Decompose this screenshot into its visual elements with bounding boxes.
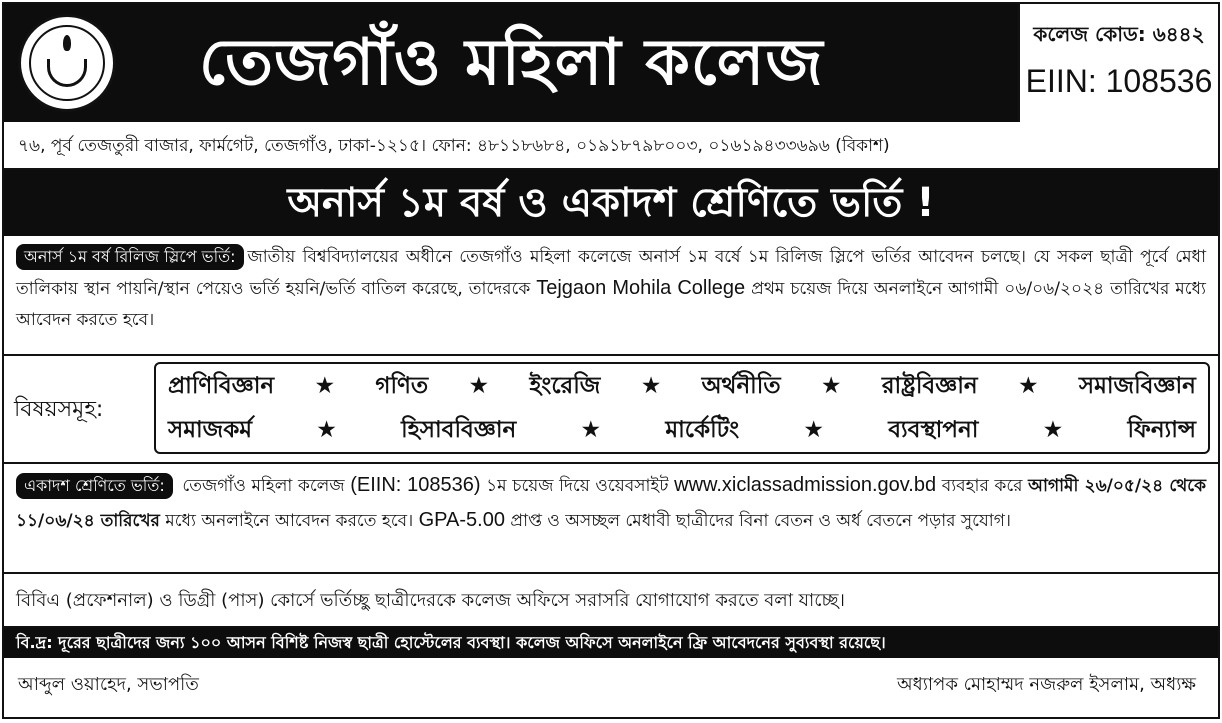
subject-item: ফিন্যান্স [1127,417,1196,443]
subjects-row-2 [168,408,1196,452]
subject-item: মার্কেটিং [665,417,740,443]
star-separator-icon: ★ [316,417,337,443]
college-english-name: Tejgaon Mohila College [536,277,746,299]
subject-item: সমাজবিজ্ঞান [1078,373,1196,399]
class11-text-3: ব্যবহার করে [941,476,1023,496]
star-separator-icon: ★ [468,373,490,399]
principal-signature: অধ্যাপক মোহাম্মদ নজরুল ইসলাম, অধ্যক্ষ [897,674,1196,695]
subject-item: প্রাণিবিজ্ঞান [168,373,275,399]
class11-text-4: মধ্যে অনলাইনে আবেদন করতে হবে। [165,511,414,531]
honours-text-1: জাতীয় বিশ্ববিদ্যালয়ের অধীনে তেজগাঁও মহিলা কলেজে অনার্স ১ম বর্ষে ১ম রিলিজ স্লিপে ভর্তির আবেদন চলছে। যে সকল ছাত্রী পূর্বে মেধা তালিকায় স্থান পায়নি/স্থান পেয়েও ভর্তি হয়নি/ভর্তি বাতিল করেছে, তাদেরকে [16,247,1206,299]
star-separator-icon: ★ [820,373,842,399]
class11-dates: আগামী ২৬/০৫/২৪ থেকে ১১/০৬/২৪ তারিখের [16,476,1206,531]
class11-text-1: তেজগাঁও মহিলা কলেজ [182,476,345,496]
gpa-value: GPA-5.00 [418,509,505,531]
signatures [4,658,1218,717]
subject-item: ইংরেজি [529,373,601,399]
subjects-section [4,356,1218,464]
college-name: তেজগাঁও মহিলা কলেজ [199,26,824,100]
class11-text-2: ১ম চয়েজ দিয়ে ওয়েবসাইট [486,476,669,496]
honours-section [4,236,1218,356]
admission-website: www.xiclassadmission.gov.bd [674,474,937,496]
honours-tag: অনার্স ১ম বর্ষ রিলিজ স্লিপে ভর্তি: [16,244,244,270]
subject-item: ব্যবস্থাপনা [888,417,979,443]
subject-item: গণিত [375,373,429,399]
president-signature: আব্দুল ওয়াহেদ, সভাপতি [18,674,199,695]
code-box [1018,4,1218,122]
admission-notice [2,2,1220,719]
star-separator-icon: ★ [314,373,336,399]
header [4,4,1218,122]
bba-notice: বিবিএ (প্রফেশনাল) ও ডিগ্রী (পাস) কোর্সে ভর্তিচ্ছু ছাত্রীদেরকে কলেজ অফিসে সরাসরি যোগাযোগ করতে বলা যাচ্ছে। [16,590,845,611]
subjects-row-1 [168,364,1196,408]
star-separator-icon: ★ [1017,373,1039,399]
subjects-box [154,362,1210,454]
hostel-footnote: বি.দ্র: দূরের ছাত্রীদের জন্য ১০০ আসন বিশিষ্ট নিজস্ব ছাত্রী হোস্টেলের ব্যবস্থা। কলেজ অফিসে অনলাইনে ফ্রি আবেদনের সুব্যবস্থা রয়েছে। [4,628,1218,658]
college-code: কলেজ কোড: ৬৪৪২ [1033,22,1205,46]
subjects-label: বিষয়সমূহ: [14,397,104,422]
honours-text-2: প্রথম চয়েজ দিয়ে অনলাইনে আগামী ০৬/০৬/২০২৪ তারিখের মধ্যে আবেদন করতে হবে। [16,279,1206,330]
star-separator-icon: ★ [580,417,602,443]
class11-section [4,464,1218,574]
subject-item: রাষ্ট্রবিজ্ঞান [881,373,978,399]
address-line: ৭৬, পূর্ব তেজতুরী বাজার, ফার্মগেট, তেজগাঁও, ঢাকা-১২১৫। ফোন: ৪৮১১৮৬৮৪, ০১৯১৮৭৯৮০০৩, ০১৬১৯৪৩৩৬৯৬ (বিকাশ) [4,122,1218,170]
subject-item: হিসাববিজ্ঞান [401,417,517,443]
star-separator-icon: ★ [640,373,662,399]
star-separator-icon: ★ [1042,417,1064,443]
subject-item: সমাজকর্ম [168,417,253,443]
admission-banner: অনার্স ১ম বর্ষ ও একাদশ শ্রেণিতে ভর্তি ! [4,170,1218,236]
college-logo-icon [18,14,116,112]
class11-tag: একাদশ শ্রেণিতে ভর্তি: [16,473,173,499]
class11-text-5: প্রাপ্ত ও অসচ্ছল মেধাবী ছাত্রীদের বিনা বেতন ও অর্ধ বেতনে পড়ার সুযোগ। [510,511,1011,531]
eiin-number: EIIN: 108536 [1025,63,1213,99]
bba-section [4,574,1218,628]
star-separator-icon: ★ [803,417,824,443]
class11-eiin: (EIIN: 108536) [350,474,481,496]
subject-item: অর্থনীতি [701,373,781,399]
